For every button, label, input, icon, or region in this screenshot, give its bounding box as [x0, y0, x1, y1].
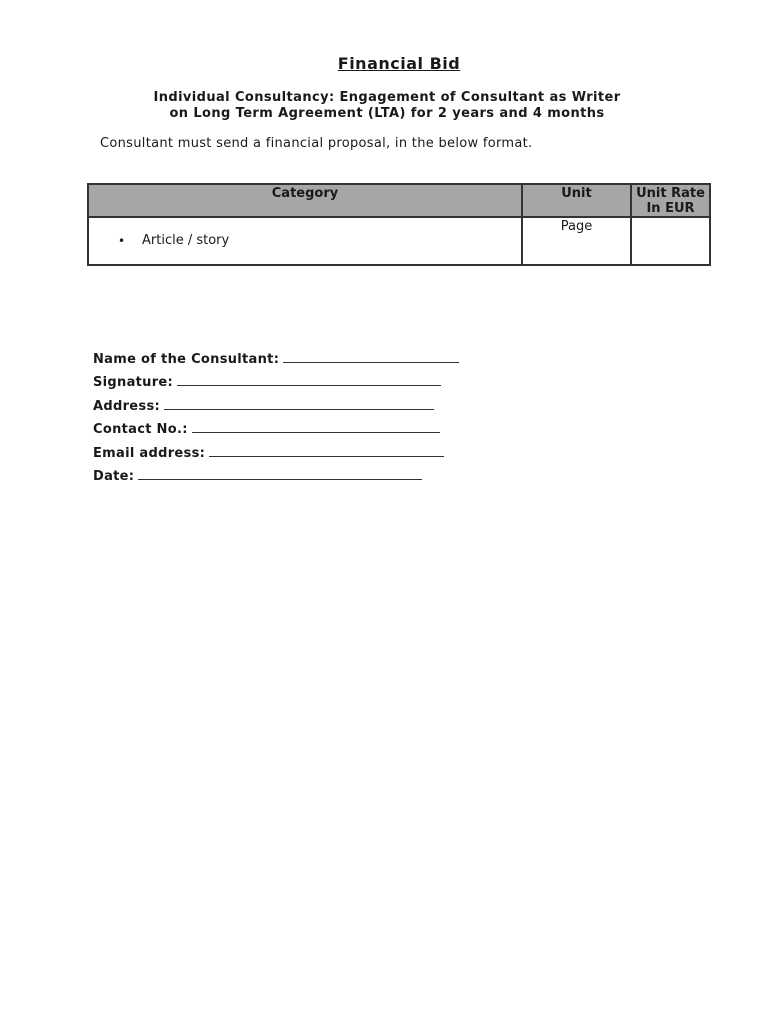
date-line — [93, 467, 459, 490]
column-header-category: Category — [88, 184, 522, 217]
subtitle — [0, 90, 770, 122]
subtitle-line-1: Individual Consultancy: Engagement of Consultant as Writer — [153, 90, 621, 105]
unit-rate-line-2: In EUR — [646, 201, 695, 216]
bullet-icon: • — [118, 233, 126, 248]
contact-label: Contact No.: — [93, 422, 188, 438]
intro-text: Consultant must send a financial proposal, in the below format. — [100, 136, 533, 151]
signature-label: Signature: — [93, 375, 174, 391]
table-row — [88, 217, 710, 265]
signature-line — [93, 373, 459, 396]
signature-field[interactable] — [177, 373, 441, 386]
email-label: Email address: — [93, 445, 206, 461]
financial-bid-table — [87, 183, 711, 266]
consultant-name-label: Name of the Consultant: — [93, 352, 280, 367]
column-header-unit-rate — [631, 184, 710, 217]
date-field[interactable] — [138, 467, 422, 480]
email-field[interactable] — [209, 444, 444, 457]
category-value: Article / story — [142, 233, 230, 248]
email-line — [93, 444, 459, 467]
contact-line — [93, 420, 459, 443]
address-label: Address: — [93, 398, 160, 414]
signature-block — [93, 350, 459, 490]
unit-rate-line-1: Unit Rate — [636, 186, 705, 201]
consultant-name-field[interactable] — [283, 350, 459, 363]
consultant-name-line — [93, 350, 459, 373]
column-header-unit: Unit — [522, 184, 631, 217]
category-cell — [88, 217, 522, 265]
address-field[interactable] — [164, 397, 434, 410]
table-header-row — [88, 184, 710, 217]
unit-rate-cell[interactable] — [631, 217, 710, 265]
unit-cell: Page — [522, 217, 631, 265]
subtitle-line-2: on Long Term Agreement (LTA) for 2 years and 4 months — [169, 106, 605, 121]
contact-field[interactable] — [192, 420, 440, 433]
page-title: Financial Bid — [337, 54, 461, 73]
date-label: Date: — [93, 468, 135, 484]
address-line — [93, 397, 459, 420]
